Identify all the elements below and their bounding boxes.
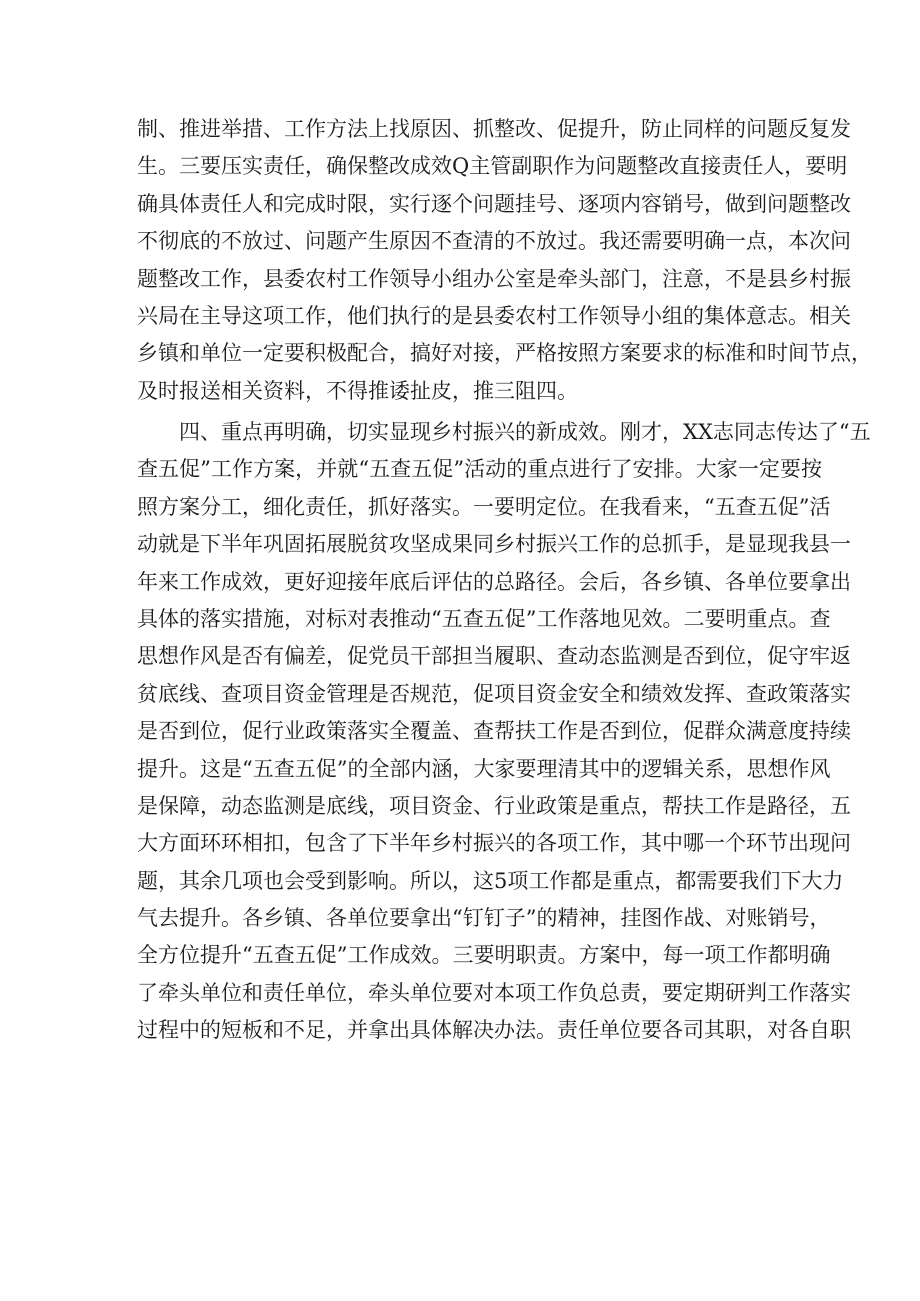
text-line: 年来工作成效，更好迎接年底后评估的总路径。会后，各乡镇、各单位要拿出 (137, 569, 851, 594)
text-line: 照方案分工，细化责任，抓好落实。一要明定位。在我看来，“五查五促”活 (137, 494, 831, 519)
text-line: 不彻底的不放过、问题产生原因不查清的不放过。我还需要明确一点，本次问 (137, 229, 851, 254)
text-line: 了牵头单位和责任单位，牵头单位要对本项工作负总责，要定期研判工作落实 (137, 980, 851, 1005)
text-line: 动就是下半年巩固拓展脱贫攻坚成果同乡村振兴工作的总抓手，是显现我县一 (137, 532, 851, 557)
text-line: 大方面环环相扣，包含了下半年乡村振兴的各项工作，其中哪一个环节出现问 (137, 831, 851, 856)
text-line: 生。三要压实责任，确保整改成效Q主管副职作为问题整改直接责任人，要明 (137, 154, 848, 179)
text-line: 兴局在主导这项工作，他们执行的是县委农村工作领导小组的集体意志。相关 (137, 303, 851, 328)
text-line: 全方位提升“五查五促”工作成效。三要明职责。方案中，每一项工作都明确 (137, 943, 831, 968)
text-line: 查五促”工作方案，并就“五查五促”活动的重点进行了安排。大家一定要按 (137, 457, 822, 482)
text-line: 思想作风是否有偏差，促党员干部担当履职、查动态监测是否到位，促守牢返 (137, 644, 851, 669)
text-line: 是保障，动态监测是底线，项目资金、行业政策是重点，帮扶工作是路径，五 (137, 793, 851, 818)
text-line: 及时报送相关资料，不得推诿扯皮，推三阻四。 (137, 378, 578, 403)
text-line: 题，其余几项也会受到影响。所以，这5项工作都是重点，都需要我们下大力 (137, 868, 844, 893)
text-line: 制、推进举措、工作方法上找原因、抓整改、促提升，防止同样的问题反复发 (137, 117, 851, 141)
text-line: 是否到位，促行业政策落实全覆盖、查帮扶工作是否到位，促群众满意度持续 (137, 719, 851, 744)
text-line: 具体的落实措施，对标对表推动“五查五促”工作落地见效。二要明重点。查 (137, 606, 831, 631)
text-line: 气去提升。各乡镇、各单位要拿出“钉钉子”的精神，挂图作战、对账销号， (137, 906, 831, 931)
text-line: 乡镇和单位一定要积极配合，搞好对接，严格按照方案要求的标准和时间节点， (137, 341, 872, 366)
paragraph-1 (137, 111, 872, 410)
text-line: 过程中的短板和不足，并拿出具体解决办法。责任单位要各司其职，对各自职 (137, 1018, 851, 1043)
text-line: 确具体责任人和完成时限，实行逐个问题挂号、逐项内容销号，做到问题整改 (137, 191, 851, 216)
text-line: 贫底线、查项目资金管理是否规范，促项目资金安全和绩效发挥、查政策落实 (137, 681, 851, 706)
text-line: 提升。这是“五查五促”的全部内涵，大家要理清其中的逻辑关系，思想作风 (137, 756, 831, 781)
text-line: 四、重点再明确，切实显现乡村振兴的新成效。刚才，XX志同志传达了“五 (179, 420, 871, 444)
text-line: 题整改工作，县委农村工作领导小组办公室是牵头部门，注意，不是县乡村振 (137, 266, 851, 291)
paragraph-2 (137, 414, 871, 1050)
